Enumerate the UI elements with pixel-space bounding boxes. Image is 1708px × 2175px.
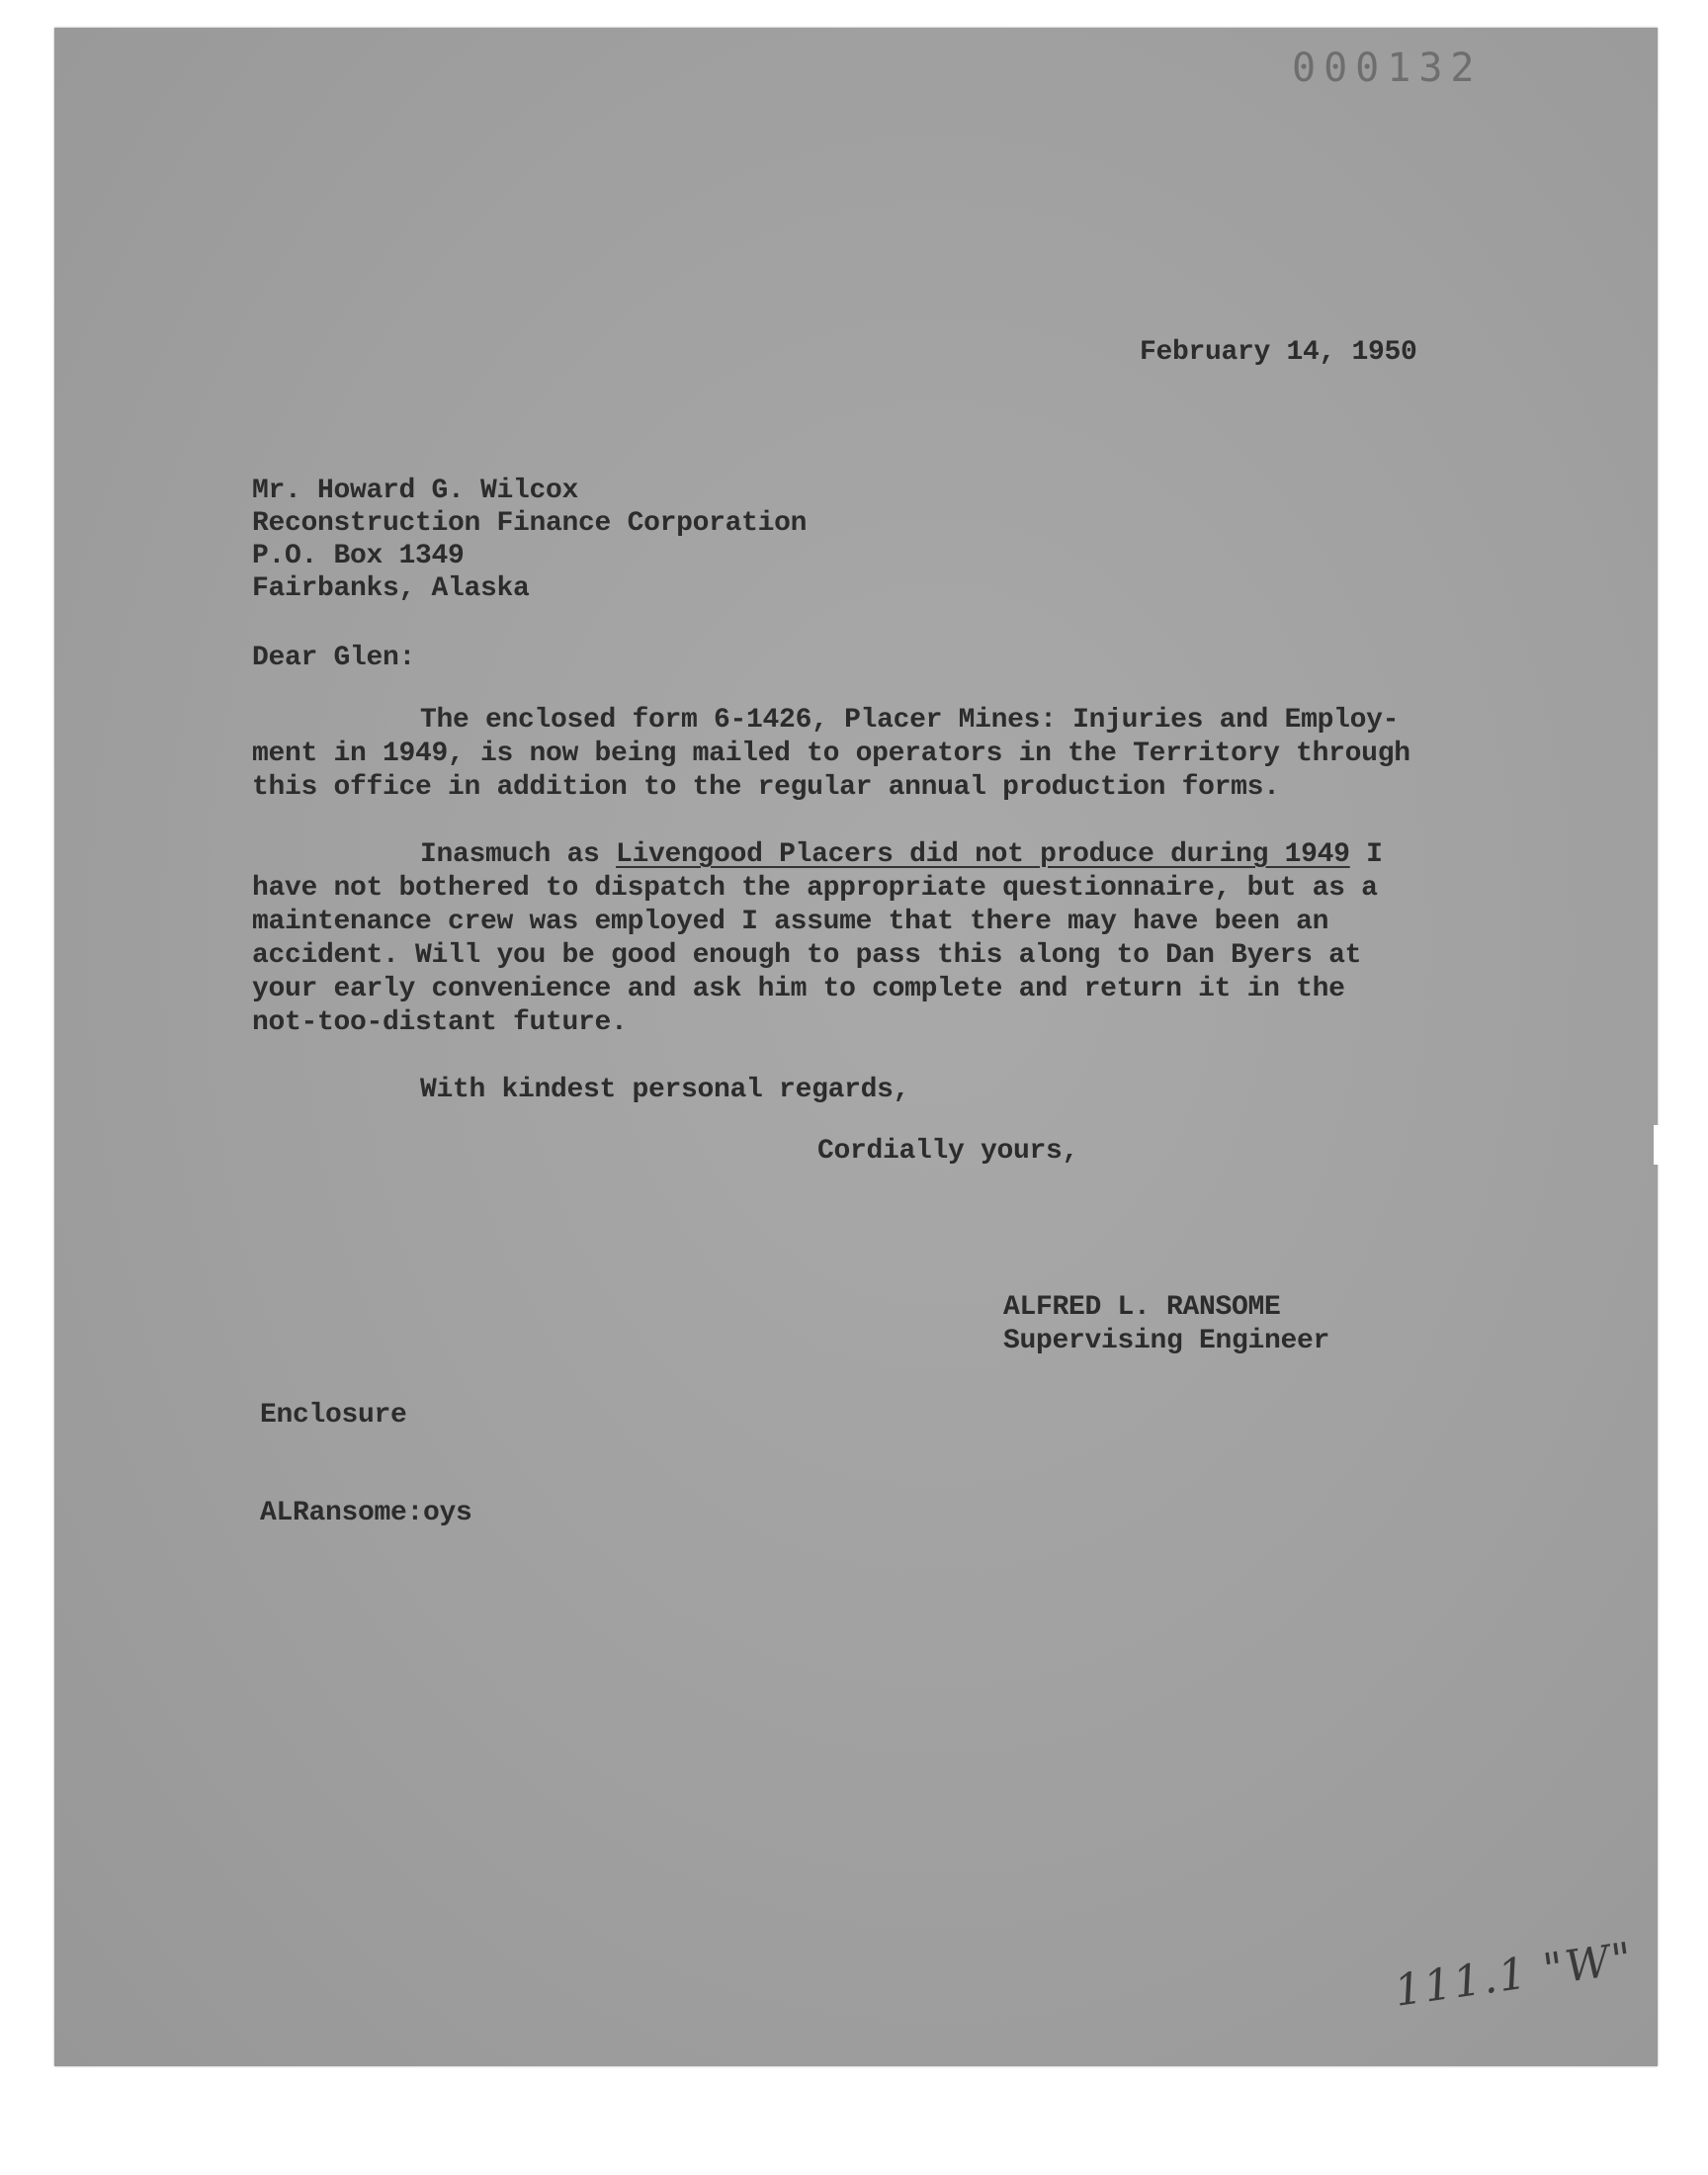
underlined-phrase: Livengood Placers did not produce during 1949 xyxy=(616,839,1350,870)
paragraph-2-line: your early convenience and ask him to complete and return it in the xyxy=(252,974,1345,1004)
signatory-name: ALFRED L. RANSOME xyxy=(1003,1292,1281,1323)
recipient-name: Mr. Howard G. Wilcox xyxy=(252,476,579,506)
paragraph-2-line: not-too-distant future. xyxy=(252,1007,628,1038)
salutation: Dear Glen: xyxy=(252,643,416,673)
paragraph-2-line xyxy=(420,838,1383,872)
recipient-city: Fairbanks, Alaska xyxy=(252,573,530,604)
recipient-organization: Reconstruction Finance Corporation xyxy=(252,508,808,539)
letter-sheet xyxy=(54,28,1658,2066)
sheet-edge-notch xyxy=(1654,1125,1664,1165)
reference-initials: ALRansome:oys xyxy=(260,1498,472,1528)
handwritten-file-note: 111.1 "W" xyxy=(1391,1933,1638,2017)
document-number-stamp: 000132 xyxy=(1292,45,1483,91)
paragraph-2-line: accident. Will you be good enough to pass this along to Dan Byers at xyxy=(252,940,1362,971)
paragraph-1-line: this office in addition to the regular annual production forms. xyxy=(252,772,1280,803)
paragraph-2-line: have not bothered to dispatch the appropriate questionnaire, but as a xyxy=(252,873,1378,904)
paragraph-2-prefix: Inasmuch as xyxy=(420,839,617,870)
paragraph-1-line: The enclosed form 6-1426, Placer Mines: Injuries and Employ- xyxy=(420,705,1400,736)
regards-line: With kindest personal regards, xyxy=(420,1075,910,1105)
recipient-po-box: P.O. Box 1349 xyxy=(252,541,465,571)
complimentary-closing: Cordially yours, xyxy=(817,1136,1079,1167)
enclosure-note: Enclosure xyxy=(260,1400,407,1431)
paragraph-1-line: ment in 1949, is now being mailed to operators in the Territory through xyxy=(252,739,1410,769)
paragraph-2-line: maintenance crew was employed I assume that there may have been an xyxy=(252,907,1329,937)
signatory-title: Supervising Engineer xyxy=(1003,1326,1330,1356)
paragraph-2-suffix: I xyxy=(1349,839,1383,870)
letter-date: February 14, 1950 xyxy=(1140,337,1417,368)
